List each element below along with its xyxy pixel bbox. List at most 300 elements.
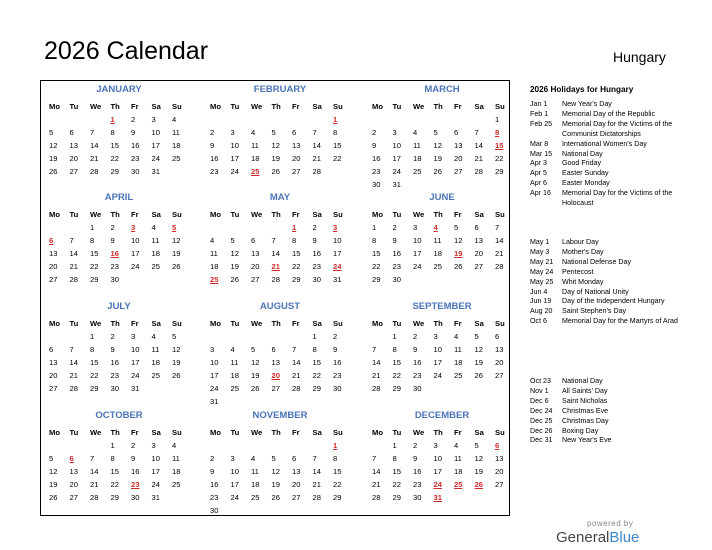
empty-day-cell [206, 439, 227, 452]
holiday-date: Apr 16 [530, 189, 551, 198]
day-cell: 23 [110, 371, 119, 380]
day-cell: 3 [392, 128, 397, 137]
day-cell: 17 [151, 141, 160, 150]
empty-day-cell [206, 113, 227, 126]
weekday-header: Mo [49, 210, 60, 219]
weekday-header: Su [333, 319, 343, 328]
weekday-header: Th [433, 428, 443, 437]
day-cell: 30 [392, 275, 401, 284]
empty-day-cell [450, 113, 471, 126]
weekday-header: Tu [392, 319, 402, 328]
day-cell: 26 [271, 493, 280, 502]
holiday-name: Labour Day [562, 238, 599, 246]
day-cell: 26 [49, 167, 58, 176]
day-cell: 16 [110, 358, 119, 367]
holiday-name: Memorial Day of the Republic [562, 109, 656, 118]
day-cell: 19 [474, 358, 483, 367]
day-cell: 23 [210, 167, 219, 176]
day-cell: 4 [413, 128, 418, 137]
day-cell: 2 [372, 128, 377, 137]
day-cell: 14 [90, 467, 99, 476]
day-cell: 14 [69, 358, 78, 367]
month-grid [368, 100, 516, 191]
day-cell: 5 [172, 332, 177, 341]
day-cell: 10 [413, 236, 422, 245]
day-cell: 19 [271, 480, 280, 489]
weekday-header: We [413, 319, 425, 328]
month-june [368, 192, 516, 286]
day-cell: 20 [292, 154, 301, 163]
day-cell: 3 [151, 441, 156, 450]
holiday-name: All Saints' Day [562, 386, 608, 395]
weekday-header: Tu [392, 210, 402, 219]
weekday-header: Th [271, 210, 281, 219]
day-cell: 11 [172, 128, 180, 137]
day-cell: 15 [312, 358, 321, 367]
day-cell: 10 [433, 454, 442, 463]
day-cell: 11 [151, 236, 160, 245]
day-cell: 23 [413, 371, 422, 380]
day-cell: 22 [495, 154, 504, 163]
day-cell: 11 [230, 358, 239, 367]
day-cell: 31 [392, 180, 401, 189]
day-cell: 4 [454, 441, 459, 450]
day-cell: 13 [495, 345, 504, 354]
brand-logo[interactable] [556, 529, 639, 547]
day-cell: 24 [230, 167, 239, 176]
weekday-header: Sa [474, 102, 484, 111]
day-cell: 20 [292, 480, 301, 489]
holiday-name: New Year's Eve [562, 436, 612, 445]
day-cell: 12 [49, 467, 58, 476]
month-grid [45, 208, 193, 286]
day-cell: 21 [372, 480, 381, 489]
day-cell: 20 [49, 262, 58, 271]
day-cell: 28 [90, 167, 99, 176]
day-cell: 27 [251, 275, 260, 284]
day-cell: 18 [172, 141, 181, 150]
day-cell: 19 [474, 467, 483, 476]
day-cell: 20 [69, 154, 78, 163]
day-cell: 6 [474, 223, 479, 232]
day-cell: 3 [230, 128, 235, 137]
weekday-header: Mo [372, 102, 383, 111]
day-cell: 24 [131, 371, 140, 380]
day-cell: 8 [372, 236, 377, 245]
holiday-name: Memorial Day for the Victims of the Holocaust [562, 189, 673, 208]
day-cell: 19 [271, 154, 280, 163]
day-cell: 29 [392, 493, 401, 502]
day-cell: 1 [90, 332, 95, 341]
day-cell: 27 [69, 167, 78, 176]
holiday-item [530, 268, 695, 278]
day-cell: 9 [372, 141, 377, 150]
day-cell: 22 [292, 262, 301, 271]
day-cell: 22 [392, 371, 401, 380]
holiday-item [530, 120, 695, 140]
day-cell: 19 [172, 358, 181, 367]
holiday-day-cell: 25 [251, 167, 260, 176]
day-cell: 20 [474, 249, 483, 258]
day-cell: 29 [333, 493, 342, 502]
empty-day-cell [45, 439, 66, 452]
weekday-header: Tu [392, 428, 402, 437]
holiday-day-cell: 1 [333, 115, 338, 124]
day-cell: 31 [151, 167, 160, 176]
holiday-name: Memorial Day for the Victims of the Communist Dictatorships [562, 119, 673, 138]
day-cell: 16 [210, 154, 219, 163]
day-cell: 21 [90, 154, 99, 163]
day-cell: 8 [312, 345, 317, 354]
holiday-day-cell: 1 [110, 115, 115, 124]
holiday-day-cell: 25 [210, 275, 219, 284]
month-name: FEBRUARY [253, 84, 307, 95]
day-cell: 8 [292, 236, 297, 245]
day-cell: 25 [454, 371, 463, 380]
day-cell: 15 [90, 358, 99, 367]
day-cell: 23 [392, 262, 401, 271]
holiday-name: Day of the Independent Hungary [562, 297, 665, 306]
day-cell: 26 [271, 167, 280, 176]
holiday-date: Jun 19 [530, 297, 552, 306]
day-cell: 1 [392, 441, 397, 450]
day-cell: 2 [333, 332, 338, 341]
month-august [206, 301, 354, 408]
day-cell: 17 [433, 467, 442, 476]
holiday-item [530, 387, 695, 397]
holiday-day-cell: 3 [333, 223, 338, 232]
day-cell: 28 [474, 167, 483, 176]
holiday-group [530, 377, 695, 446]
brand-name-general: General [556, 529, 610, 546]
day-cell: 16 [392, 249, 401, 258]
day-cell: 28 [312, 493, 321, 502]
empty-day-cell [288, 113, 309, 126]
day-cell: 24 [210, 384, 219, 393]
day-cell: 13 [49, 249, 58, 258]
page-title: 2026 Calendar [44, 37, 209, 65]
weekday-header: Th [433, 210, 443, 219]
weekday-header: Fr [131, 210, 139, 219]
day-cell: 4 [454, 332, 459, 341]
holiday-date: Feb 25 [530, 119, 553, 128]
weekday-header: Tu [230, 210, 240, 219]
day-cell: 24 [151, 480, 160, 489]
day-cell: 20 [49, 371, 58, 380]
day-cell: 5 [49, 128, 54, 137]
empty-day-cell [227, 221, 248, 234]
holiday-item [530, 189, 695, 209]
holiday-name: Easter Sunday [562, 169, 609, 178]
weekday-header: Mo [49, 319, 60, 328]
weekday-header: Fr [131, 319, 139, 328]
weekday-header: Mo [210, 319, 221, 328]
weekday-header: Su [172, 319, 182, 328]
day-cell: 7 [292, 345, 297, 354]
day-cell: 13 [69, 141, 78, 150]
day-cell: 19 [230, 262, 239, 271]
day-cell: 2 [413, 441, 418, 450]
day-cell: 6 [292, 128, 297, 137]
weekday-header: Fr [292, 102, 300, 111]
day-cell: 14 [372, 358, 381, 367]
weekday-header: We [251, 428, 263, 437]
day-cell: 16 [413, 358, 422, 367]
weekday-header: Th [110, 102, 120, 111]
day-cell: 19 [49, 480, 58, 489]
day-cell: 10 [151, 454, 160, 463]
holiday-item [530, 150, 695, 160]
day-cell: 27 [271, 384, 280, 393]
weekday-header: Th [271, 428, 281, 437]
weekday-header: Fr [454, 319, 462, 328]
day-cell: 22 [392, 480, 401, 489]
weekday-header: Mo [49, 428, 60, 437]
empty-day-cell [45, 113, 66, 126]
day-cell: 12 [251, 358, 260, 367]
holiday-day-cell: 20 [271, 371, 280, 380]
day-cell: 26 [230, 275, 239, 284]
day-cell: 23 [210, 493, 219, 502]
holiday-name: Whit Monday [562, 277, 604, 286]
day-cell: 22 [110, 154, 119, 163]
day-cell: 13 [474, 236, 483, 245]
day-cell: 23 [312, 262, 321, 271]
day-cell: 18 [454, 358, 463, 367]
day-cell: 5 [251, 345, 256, 354]
empty-day-cell [66, 330, 87, 343]
day-cell: 18 [210, 262, 219, 271]
holiday-group [530, 238, 695, 327]
day-cell: 4 [172, 441, 177, 450]
holiday-item [530, 238, 695, 248]
holiday-day-cell: 23 [131, 480, 140, 489]
month-february [206, 84, 354, 178]
weekday-header: Th [271, 102, 281, 111]
holiday-date: Nov 1 [530, 386, 549, 395]
weekday-header: Sa [474, 210, 484, 219]
day-cell: 22 [333, 480, 342, 489]
holiday-day-cell: 1 [292, 223, 297, 232]
day-cell: 14 [372, 467, 381, 476]
empty-day-cell [288, 330, 309, 343]
holiday-item [530, 377, 695, 387]
holiday-date: May 25 [530, 277, 554, 286]
day-cell: 15 [392, 358, 401, 367]
empty-day-cell [66, 221, 87, 234]
weekday-header: Su [495, 102, 505, 111]
day-cell: 27 [474, 262, 483, 271]
holiday-item [530, 258, 695, 268]
day-cell: 15 [90, 249, 99, 258]
holiday-date: May 24 [530, 267, 554, 276]
weekday-header: Fr [454, 428, 462, 437]
weekday-header: Mo [372, 428, 383, 437]
day-cell: 23 [110, 262, 119, 271]
month-name: NOVEMBER [252, 410, 308, 421]
holiday-date: Aug 20 [530, 307, 553, 316]
month-december [368, 410, 516, 504]
empty-day-cell [368, 113, 389, 126]
holiday-item [530, 110, 695, 120]
weekday-header: Mo [372, 210, 383, 219]
day-cell: 15 [333, 467, 342, 476]
empty-day-cell [227, 113, 248, 126]
day-cell: 26 [49, 493, 58, 502]
day-cell: 15 [110, 141, 119, 150]
day-cell: 10 [433, 345, 442, 354]
weekday-header: Fr [454, 102, 462, 111]
weekday-header: Th [271, 319, 281, 328]
day-cell: 4 [230, 345, 235, 354]
empty-day-cell [247, 439, 268, 452]
weekday-header: Fr [292, 428, 300, 437]
day-cell: 7 [90, 128, 95, 137]
day-cell: 16 [210, 480, 219, 489]
holiday-date: Dec 26 [530, 426, 553, 435]
day-cell: 6 [292, 454, 297, 463]
weekday-header: Tu [69, 210, 79, 219]
day-cell: 15 [372, 249, 381, 258]
month-name: AUGUST [259, 301, 301, 312]
day-cell: 17 [413, 249, 422, 258]
day-cell: 12 [230, 249, 239, 258]
day-cell: 9 [110, 345, 115, 354]
month-name: JANUARY [96, 84, 142, 95]
day-cell: 24 [151, 154, 160, 163]
empty-day-cell [86, 113, 107, 126]
day-cell: 11 [172, 454, 180, 463]
day-cell: 13 [271, 358, 280, 367]
empty-day-cell [247, 113, 268, 126]
month-grid [45, 100, 193, 178]
day-cell: 28 [69, 384, 78, 393]
month-october [45, 410, 193, 504]
weekday-header: Fr [292, 319, 300, 328]
empty-day-cell [66, 113, 87, 126]
weekday-header: Sa [151, 102, 161, 111]
day-cell: 12 [271, 141, 280, 150]
day-cell: 11 [433, 236, 442, 245]
holiday-date: Oct 23 [530, 377, 551, 385]
day-cell: 17 [210, 371, 219, 380]
day-cell: 20 [251, 262, 260, 271]
day-cell: 19 [251, 371, 260, 380]
day-cell: 1 [495, 115, 500, 124]
weekday-header: Sa [151, 210, 161, 219]
month-grid [206, 208, 354, 286]
day-cell: 26 [454, 262, 463, 271]
day-cell: 25 [151, 262, 160, 271]
weekday-header: Tu [230, 428, 240, 437]
day-cell: 12 [49, 141, 58, 150]
weekday-header: Su [172, 102, 182, 111]
day-cell: 29 [495, 167, 504, 176]
day-cell: 6 [69, 128, 74, 137]
holiday-item [530, 307, 695, 317]
day-cell: 26 [474, 371, 483, 380]
weekday-header: Th [433, 102, 443, 111]
holiday-day-cell: 21 [271, 262, 280, 271]
day-cell: 30 [110, 384, 119, 393]
day-cell: 30 [413, 384, 422, 393]
day-cell: 3 [433, 441, 438, 450]
day-cell: 21 [372, 371, 381, 380]
month-name: MARCH [424, 84, 460, 95]
empty-day-cell [227, 330, 248, 343]
day-cell: 5 [433, 128, 438, 137]
day-cell: 23 [131, 154, 140, 163]
weekday-header: Sa [312, 319, 322, 328]
day-cell: 2 [312, 223, 317, 232]
day-cell: 28 [69, 275, 78, 284]
holiday-item [530, 248, 695, 258]
weekday-header: Mo [372, 319, 383, 328]
day-cell: 23 [333, 371, 342, 380]
day-cell: 21 [292, 371, 301, 380]
day-cell: 10 [230, 467, 239, 476]
day-cell: 5 [271, 454, 276, 463]
day-cell: 22 [372, 262, 381, 271]
day-cell: 12 [172, 345, 181, 354]
holiday-date: Apr 6 [530, 179, 547, 188]
weekday-header: Fr [131, 428, 139, 437]
day-cell: 9 [312, 236, 317, 245]
holiday-date: Feb 1 [530, 109, 549, 118]
day-cell: 31 [151, 493, 160, 502]
holiday-item [530, 417, 695, 427]
month-grid [368, 426, 516, 504]
day-cell: 23 [413, 480, 422, 489]
day-cell: 4 [251, 454, 256, 463]
month-grid [206, 100, 354, 178]
day-cell: 2 [131, 441, 136, 450]
holiday-name: Good Friday [562, 159, 602, 168]
day-cell: 17 [433, 358, 442, 367]
day-cell: 4 [151, 332, 156, 341]
month-september [368, 301, 516, 395]
day-cell: 2 [210, 454, 215, 463]
weekday-header: Su [333, 210, 343, 219]
holiday-name: New Year's Day [562, 100, 612, 108]
empty-day-cell [45, 330, 66, 343]
day-cell: 7 [90, 454, 95, 463]
empty-day-cell [389, 113, 410, 126]
day-cell: 8 [392, 345, 397, 354]
weekday-header: Mo [210, 210, 221, 219]
day-cell: 27 [292, 167, 301, 176]
day-cell: 6 [271, 345, 276, 354]
day-cell: 5 [474, 332, 479, 341]
day-cell: 21 [495, 249, 504, 258]
holiday-name: National Day [562, 377, 603, 385]
day-cell: 7 [312, 454, 317, 463]
day-cell: 12 [454, 236, 463, 245]
day-cell: 17 [230, 154, 239, 163]
weekday-header: Th [110, 210, 120, 219]
day-cell: 8 [333, 454, 338, 463]
weekday-header: We [413, 102, 425, 111]
day-cell: 27 [292, 493, 301, 502]
day-cell: 24 [433, 371, 442, 380]
day-cell: 7 [474, 128, 479, 137]
day-cell: 17 [333, 249, 342, 258]
day-cell: 12 [271, 467, 280, 476]
day-cell: 29 [90, 275, 99, 284]
month-march [368, 84, 516, 191]
holiday-day-cell: 6 [495, 441, 500, 450]
holiday-day-cell: 19 [454, 249, 463, 258]
